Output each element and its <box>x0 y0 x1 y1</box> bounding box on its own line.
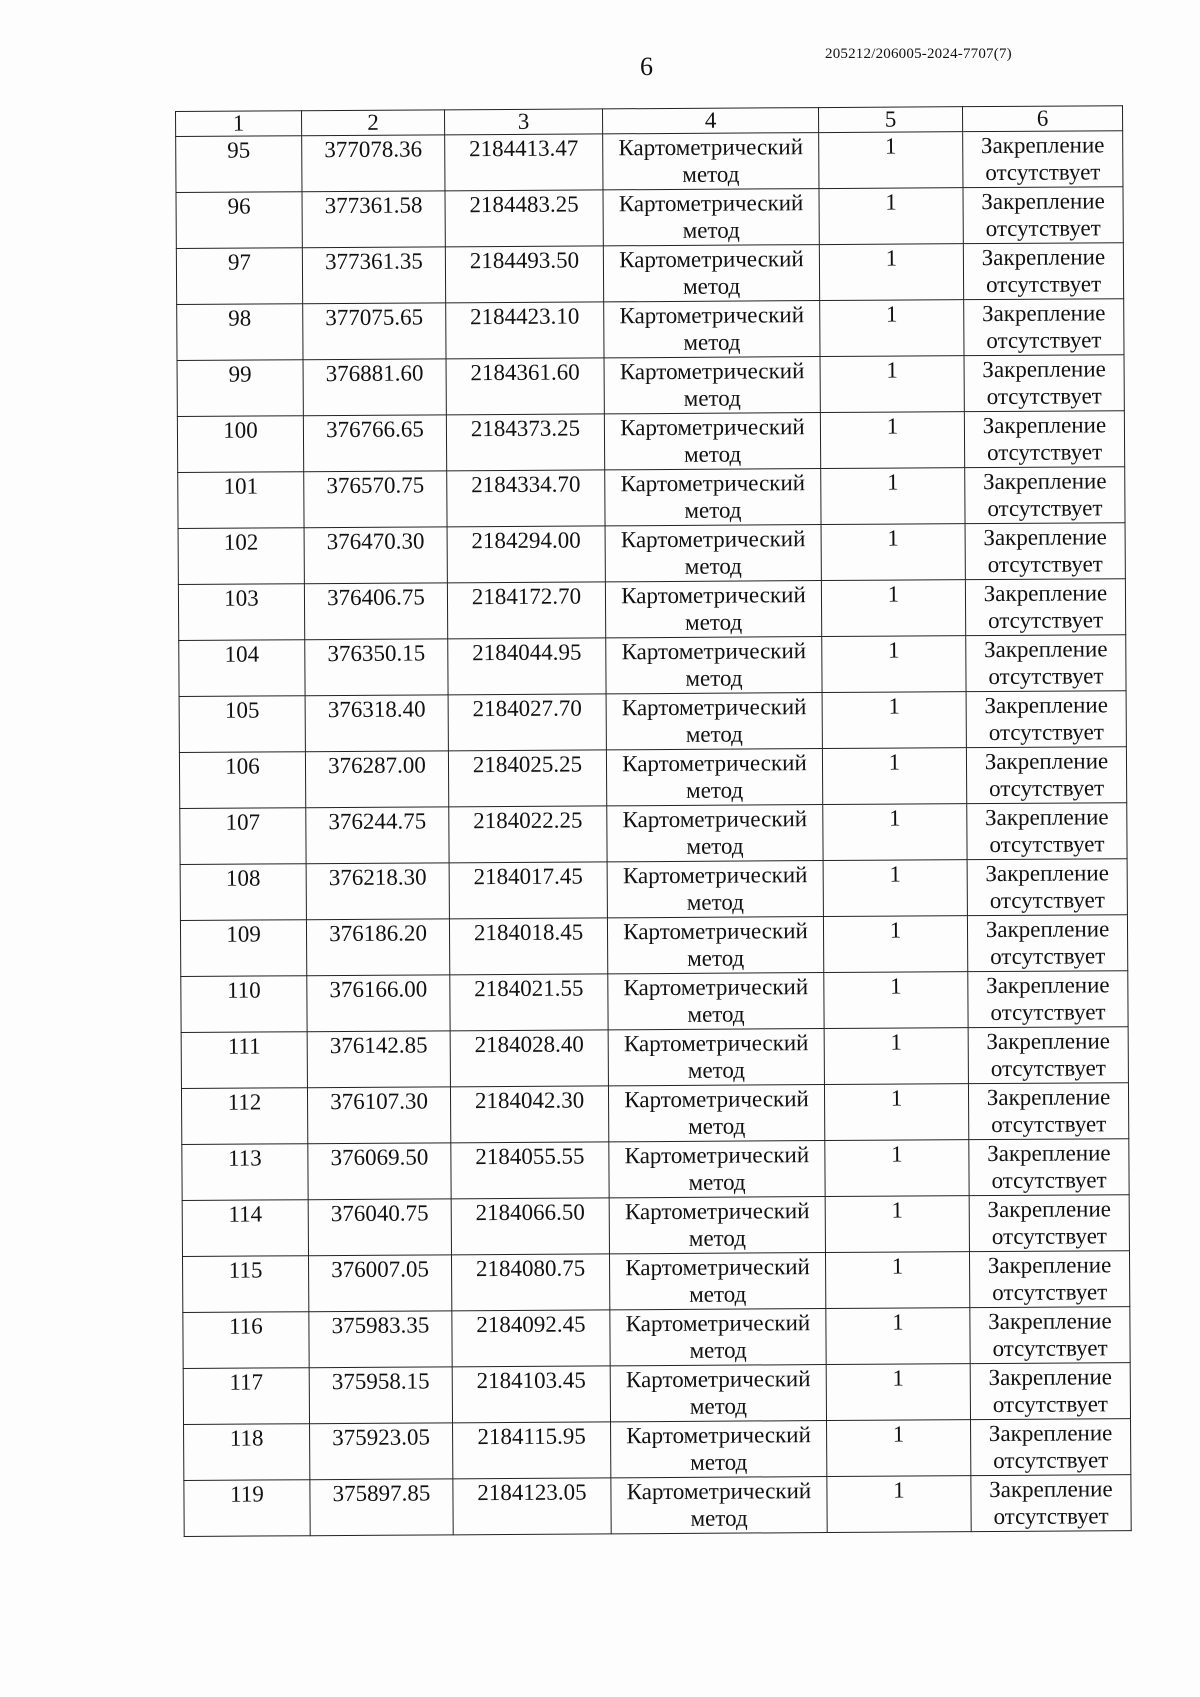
column-header: 1 <box>176 111 302 137</box>
method-line-1: Картометрический <box>620 526 806 553</box>
point-number-cell: 108 <box>180 864 306 921</box>
x-coordinate-cell: 376186.20 <box>306 919 449 976</box>
fixing-line-1: Закрепление <box>988 1364 1113 1391</box>
point-number-cell: 106 <box>179 752 305 809</box>
x-coordinate-cell: 376069.50 <box>308 1143 451 1200</box>
method-line-2: метод <box>688 1169 746 1195</box>
fixing-line-1: Закрепление <box>986 1084 1111 1111</box>
method-line-2: метод <box>687 1057 745 1083</box>
accuracy-cell: 1 <box>824 1084 968 1141</box>
fixing-line-2: отсутствует <box>987 551 1103 578</box>
method-line-1: Картометрический <box>622 750 807 777</box>
point-number-cell: 113 <box>182 1144 308 1201</box>
y-coordinate-cell: 2184092.45 <box>452 1310 610 1367</box>
y-coordinate-cell: 2184021.55 <box>450 974 608 1031</box>
method-line-2: метод <box>687 945 745 971</box>
accuracy-cell: 1 <box>825 1252 969 1309</box>
method-cell <box>604 413 820 470</box>
accuracy-cell: 1 <box>820 412 964 469</box>
point-number-cell: 102 <box>178 528 304 585</box>
fixing-line-1: Закрепление <box>985 860 1109 887</box>
fixing-cell <box>964 411 1124 468</box>
x-coordinate-cell: 377075.65 <box>303 303 446 360</box>
method-line-1: Картометрический <box>618 190 804 217</box>
fixing-cell <box>969 1195 1129 1252</box>
table-row <box>183 1363 1130 1425</box>
fixing-cell <box>967 915 1127 972</box>
fixing-line-2: отсутствует <box>989 887 1105 914</box>
y-coordinate-cell: 2184483.25 <box>445 190 603 247</box>
method-cell <box>611 1477 827 1534</box>
method-cell <box>605 525 821 582</box>
fixing-cell <box>963 243 1123 300</box>
table-row <box>176 187 1123 249</box>
point-number-cell: 99 <box>177 360 303 417</box>
fixing-line-1: Закрепление <box>984 748 1109 775</box>
accuracy-cell: 1 <box>822 692 966 749</box>
method-line-2: метод <box>688 1225 747 1251</box>
x-coordinate-cell: 375923.05 <box>310 1423 453 1480</box>
accuracy-cell: 1 <box>819 188 963 245</box>
table-row <box>181 1083 1128 1145</box>
point-number-cell: 98 <box>177 304 303 361</box>
accuracy-cell: 1 <box>822 748 966 805</box>
x-coordinate-cell: 375897.85 <box>310 1479 453 1536</box>
y-coordinate-cell: 2184334.70 <box>447 470 605 527</box>
fixing-cell <box>968 1083 1128 1140</box>
fixing-line-1: Закрепление <box>984 636 1108 663</box>
method-line-2: метод <box>683 329 741 355</box>
fixing-cell <box>964 355 1124 412</box>
column-header: 4 <box>602 108 818 134</box>
fixing-line-2: отсутствует <box>988 607 1104 634</box>
method-line-2: метод <box>686 833 744 859</box>
fixing-line-1: Закрепление <box>985 916 1110 943</box>
x-coordinate-cell: 376318.40 <box>305 695 448 752</box>
x-coordinate-cell: 377078.36 <box>302 135 445 192</box>
accuracy-cell: 1 <box>825 1140 969 1197</box>
x-coordinate-cell: 376244.75 <box>306 807 449 864</box>
y-coordinate-cell: 2184017.45 <box>449 862 607 919</box>
method-cell <box>610 1309 826 1366</box>
fixing-line-1: Закрепление <box>988 1420 1113 1447</box>
accuracy-cell: 1 <box>823 916 967 973</box>
point-number-cell: 97 <box>176 248 302 305</box>
y-coordinate-cell: 2184413.47 <box>445 134 603 191</box>
fixing-line-1: Закрепление <box>984 692 1108 719</box>
column-header: 6 <box>962 106 1122 132</box>
y-coordinate-cell: 2184361.60 <box>446 358 604 415</box>
table-row <box>184 1475 1131 1537</box>
method-line-2: метод <box>685 665 743 691</box>
fixing-line-1: Закрепление <box>989 1476 1113 1503</box>
column-header: 5 <box>818 107 962 133</box>
method-line-1: Картометрический <box>621 582 806 609</box>
x-coordinate-cell: 376040.75 <box>308 1199 451 1256</box>
method-line-1: Картометрический <box>625 1366 811 1393</box>
table-row <box>183 1307 1130 1369</box>
fixing-cell <box>971 1419 1131 1476</box>
fixing-line-1: Закрепление <box>985 804 1109 831</box>
fixing-cell <box>966 747 1126 804</box>
fixing-line-2: отсутствует <box>993 1447 1109 1474</box>
table-row <box>181 971 1128 1033</box>
point-number-cell: 114 <box>182 1200 308 1257</box>
method-line-1: Картометрический <box>621 638 807 665</box>
column-header: 3 <box>444 109 602 135</box>
method-line-1: Картометрический <box>623 974 809 1001</box>
fixing-cell <box>965 467 1125 524</box>
fixing-line-1: Закрепление <box>981 300 1106 327</box>
method-line-2: метод <box>689 1393 748 1419</box>
accuracy-cell: 1 <box>820 356 964 413</box>
table-row <box>178 579 1125 641</box>
fixing-line-2: отсутствует <box>991 1167 1107 1194</box>
method-line-1: Картометрический <box>618 134 804 161</box>
method-cell <box>610 1365 826 1422</box>
method-cell <box>606 749 822 806</box>
accuracy-cell: 1 <box>820 300 964 357</box>
fixing-cell <box>963 187 1123 244</box>
method-line-1: Картометрический <box>624 1086 809 1113</box>
x-coordinate-cell: 376406.75 <box>304 583 447 640</box>
fixing-line-1: Закрепление <box>987 1196 1112 1223</box>
y-coordinate-cell: 2184027.70 <box>448 694 606 751</box>
method-cell <box>603 133 819 190</box>
method-line-2: метод <box>689 1337 747 1363</box>
fixing-line-2: отсутствует <box>985 159 1101 186</box>
fixing-line-2: отсутствует <box>993 1503 1109 1530</box>
method-cell <box>608 1085 824 1142</box>
y-coordinate-cell: 2184493.50 <box>445 246 603 303</box>
method-line-1: Картометрический <box>625 1254 810 1281</box>
method-cell <box>611 1421 827 1478</box>
point-number-cell: 110 <box>181 976 307 1033</box>
method-line-1: Картометрический <box>619 246 804 273</box>
method-line-2: метод <box>683 441 742 467</box>
method-line-2: метод <box>689 1281 747 1307</box>
table-row <box>176 131 1123 193</box>
y-coordinate-cell: 2184294.00 <box>447 526 605 583</box>
fixing-cell <box>967 803 1127 860</box>
table-row <box>184 1419 1131 1481</box>
point-number-cell: 96 <box>176 192 302 249</box>
accuracy-cell: 1 <box>824 1028 968 1085</box>
accuracy-cell: 1 <box>819 244 963 301</box>
table-row <box>177 411 1124 473</box>
fixing-line-2: отсутствует <box>991 1111 1107 1138</box>
fixing-line-2: отсутствует <box>985 271 1102 298</box>
fixing-line-2: отсутствует <box>986 439 1103 466</box>
fixing-line-1: Закрепление <box>987 1140 1111 1167</box>
x-coordinate-cell: 376470.30 <box>304 527 447 584</box>
table-row <box>176 243 1123 305</box>
method-line-2: метод <box>682 273 741 299</box>
method-line-2: метод <box>690 1449 748 1475</box>
accuracy-cell: 1 <box>824 972 968 1029</box>
fixing-line-2: отсутствует <box>992 1391 1109 1418</box>
method-line-2: метод <box>687 1001 745 1027</box>
point-number-cell: 115 <box>182 1256 308 1313</box>
point-number-cell: 101 <box>178 472 304 529</box>
table-row <box>182 1139 1129 1201</box>
method-line-1: Картометрический <box>622 806 808 833</box>
method-line-2: метод <box>685 609 743 635</box>
fixing-line-2: отсутствует <box>986 383 1102 410</box>
point-number-cell: 103 <box>178 584 304 641</box>
point-number-cell: 117 <box>183 1368 309 1425</box>
fixing-line-1: Закрепление <box>986 972 1110 999</box>
table-row <box>182 1195 1129 1257</box>
fixing-line-2: отсутствует <box>990 999 1106 1026</box>
method-cell <box>604 357 820 414</box>
method-cell <box>605 469 821 526</box>
fixing-line-1: Закрепление <box>983 580 1108 607</box>
y-coordinate-cell: 2184373.25 <box>446 414 604 471</box>
x-coordinate-cell: 376142.85 <box>307 1031 450 1088</box>
y-coordinate-cell: 2184025.25 <box>448 750 606 807</box>
accuracy-cell: 1 <box>821 468 965 525</box>
fixing-line-2: отсутствует <box>988 719 1104 746</box>
fixing-line-2: отсутствует <box>989 831 1105 858</box>
point-number-cell: 116 <box>183 1312 309 1369</box>
method-line-1: Картометрический <box>626 1478 812 1505</box>
fixing-line-2: отсутствует <box>989 775 1105 802</box>
table-row <box>177 355 1124 417</box>
table-row <box>180 859 1127 921</box>
table-row <box>179 691 1126 753</box>
fixing-line-2: отсутствует <box>990 1055 1106 1082</box>
fixing-line-1: Закрепление <box>981 188 1105 215</box>
accuracy-cell: 1 <box>826 1308 970 1365</box>
table-row <box>180 803 1127 865</box>
method-line-2: метод <box>682 161 740 187</box>
fixing-line-2: отсутствует <box>992 1335 1108 1362</box>
fixing-cell <box>971 1475 1131 1532</box>
method-line-2: метод <box>686 889 744 915</box>
method-cell <box>606 693 822 750</box>
x-coordinate-cell: 377361.58 <box>302 191 445 248</box>
accuracy-cell: 1 <box>821 580 965 637</box>
method-line-2: метод <box>688 1113 746 1139</box>
method-cell <box>609 1253 825 1310</box>
method-line-2: метод <box>684 553 742 579</box>
point-number-cell: 111 <box>181 1032 307 1089</box>
accuracy-cell: 1 <box>827 1476 971 1533</box>
method-line-1: Картометрический <box>624 1142 810 1169</box>
point-number-cell: 104 <box>179 640 305 697</box>
x-coordinate-cell: 376350.15 <box>305 639 448 696</box>
method-cell <box>608 973 824 1030</box>
x-coordinate-cell: 376766.65 <box>303 415 446 472</box>
x-coordinate-cell: 376107.30 <box>307 1087 450 1144</box>
method-line-2: метод <box>682 217 740 243</box>
fixing-line-2: отсутствует <box>988 663 1104 690</box>
method-cell <box>603 189 819 246</box>
point-number-cell: 112 <box>181 1088 307 1145</box>
fixing-cell <box>963 131 1123 188</box>
y-coordinate-cell: 2184018.45 <box>449 918 607 975</box>
method-line-1: Картометрический <box>620 414 805 441</box>
y-coordinate-cell: 2184080.75 <box>451 1254 609 1311</box>
method-cell <box>605 581 821 638</box>
table-row <box>179 747 1126 809</box>
method-cell <box>603 245 819 302</box>
accuracy-cell: 1 <box>822 636 966 693</box>
fixing-cell <box>965 523 1125 580</box>
accuracy-cell: 1 <box>826 1364 970 1421</box>
method-cell <box>607 861 823 918</box>
point-number-cell: 107 <box>180 808 306 865</box>
page-number: 6 <box>640 52 653 81</box>
method-line-1: Картометрический <box>625 1310 811 1337</box>
fixing-cell <box>970 1363 1130 1420</box>
x-coordinate-cell: 376570.75 <box>304 471 447 528</box>
fixing-line-1: Закрепление <box>988 1308 1112 1335</box>
accuracy-cell: 1 <box>827 1420 971 1477</box>
fixing-line-1: Закрепление <box>986 1028 1110 1055</box>
x-coordinate-cell: 377361.35 <box>302 247 445 304</box>
method-line-2: метод <box>683 385 741 411</box>
fixing-cell <box>965 579 1125 636</box>
method-cell <box>607 917 823 974</box>
method-line-2: метод <box>684 497 742 523</box>
fixing-line-1: Закрепление <box>982 412 1107 439</box>
table-row <box>178 523 1125 585</box>
accuracy-cell: 1 <box>825 1196 969 1253</box>
y-coordinate-cell: 2184028.40 <box>450 1030 608 1087</box>
method-line-1: Картометрический <box>623 1030 809 1057</box>
method-line-2: метод <box>690 1505 748 1531</box>
accuracy-cell: 1 <box>823 860 967 917</box>
x-coordinate-cell: 375983.35 <box>309 1311 452 1368</box>
y-coordinate-cell: 2184103.45 <box>452 1366 610 1423</box>
fixing-cell <box>966 691 1126 748</box>
table-row <box>178 467 1125 529</box>
fixing-line-1: Закрепление <box>983 524 1107 551</box>
method-line-1: Картометрический <box>619 302 805 329</box>
method-line-2: метод <box>685 721 743 747</box>
fixing-cell <box>969 1251 1129 1308</box>
document-id: 205212/206005-2024-7707(7) <box>825 46 1012 62</box>
method-line-1: Картометрический <box>622 862 808 889</box>
method-line-1: Картометрический <box>620 470 806 497</box>
accuracy-cell: 1 <box>823 804 967 861</box>
table-row <box>182 1251 1129 1313</box>
method-line-1: Картометрический <box>626 1422 811 1449</box>
y-coordinate-cell: 2184044.95 <box>448 638 606 695</box>
y-coordinate-cell: 2184423.10 <box>446 302 604 359</box>
x-coordinate-cell: 376166.00 <box>307 975 450 1032</box>
fixing-line-2: отсутствует <box>985 215 1101 242</box>
fixing-line-2: отсутствует <box>987 495 1103 522</box>
y-coordinate-cell: 2184172.70 <box>447 582 605 639</box>
y-coordinate-cell: 2184042.30 <box>450 1086 608 1143</box>
x-coordinate-cell: 376007.05 <box>308 1255 451 1312</box>
method-line-1: Картометрический <box>623 918 808 945</box>
method-cell <box>608 1029 824 1086</box>
fixing-line-1: Закрепление <box>987 1252 1112 1279</box>
fixing-line-2: отсутствует <box>992 1279 1108 1306</box>
fixing-cell <box>969 1139 1129 1196</box>
method-line-1: Картометрический <box>624 1198 810 1225</box>
point-number-cell: 118 <box>184 1424 310 1481</box>
x-coordinate-cell: 376218.30 <box>306 863 449 920</box>
column-header: 2 <box>302 110 445 136</box>
fixing-cell <box>966 635 1126 692</box>
point-number-cell: 109 <box>180 920 306 977</box>
fixing-line-2: отсутствует <box>986 327 1102 354</box>
table-row <box>179 635 1126 697</box>
accuracy-cell: 1 <box>819 132 963 189</box>
method-line-2: метод <box>686 777 744 803</box>
method-cell <box>604 301 820 358</box>
method-line-1: Картометрический <box>621 694 807 721</box>
coordinates-table <box>175 105 1132 1537</box>
point-number-cell: 100 <box>177 416 303 473</box>
table-row <box>180 915 1127 977</box>
fixing-cell <box>967 859 1127 916</box>
method-cell <box>609 1141 825 1198</box>
method-cell <box>606 637 822 694</box>
fixing-line-1: Закрепление <box>982 468 1107 495</box>
fixing-line-1: Закрепление <box>981 244 1106 271</box>
fixing-line-1: Закрепление <box>980 132 1105 159</box>
fixing-cell <box>964 299 1124 356</box>
y-coordinate-cell: 2184022.25 <box>449 806 607 863</box>
x-coordinate-cell: 376287.00 <box>305 751 448 808</box>
fixing-line-2: отсутствует <box>991 1223 1107 1250</box>
x-coordinate-cell: 376881.60 <box>303 359 446 416</box>
point-number-cell: 105 <box>179 696 305 753</box>
fixing-cell <box>968 971 1128 1028</box>
point-number-cell: 119 <box>184 1480 310 1537</box>
y-coordinate-cell: 2184115.95 <box>453 1422 611 1479</box>
fixing-cell <box>970 1307 1130 1364</box>
method-line-1: Картометрический <box>619 358 805 385</box>
y-coordinate-cell: 2184066.50 <box>451 1198 609 1255</box>
fixing-cell <box>968 1027 1128 1084</box>
fixing-line-2: отсутствует <box>990 943 1106 970</box>
method-cell <box>609 1197 825 1254</box>
y-coordinate-cell: 2184055.55 <box>451 1142 609 1199</box>
table-row <box>177 299 1124 361</box>
fixing-line-1: Закрепление <box>982 356 1106 383</box>
x-coordinate-cell: 375958.15 <box>309 1367 452 1424</box>
accuracy-cell: 1 <box>821 524 965 581</box>
y-coordinate-cell: 2184123.05 <box>453 1478 611 1535</box>
table-row <box>181 1027 1128 1089</box>
point-number-cell: 95 <box>176 136 302 193</box>
method-cell <box>607 805 823 862</box>
